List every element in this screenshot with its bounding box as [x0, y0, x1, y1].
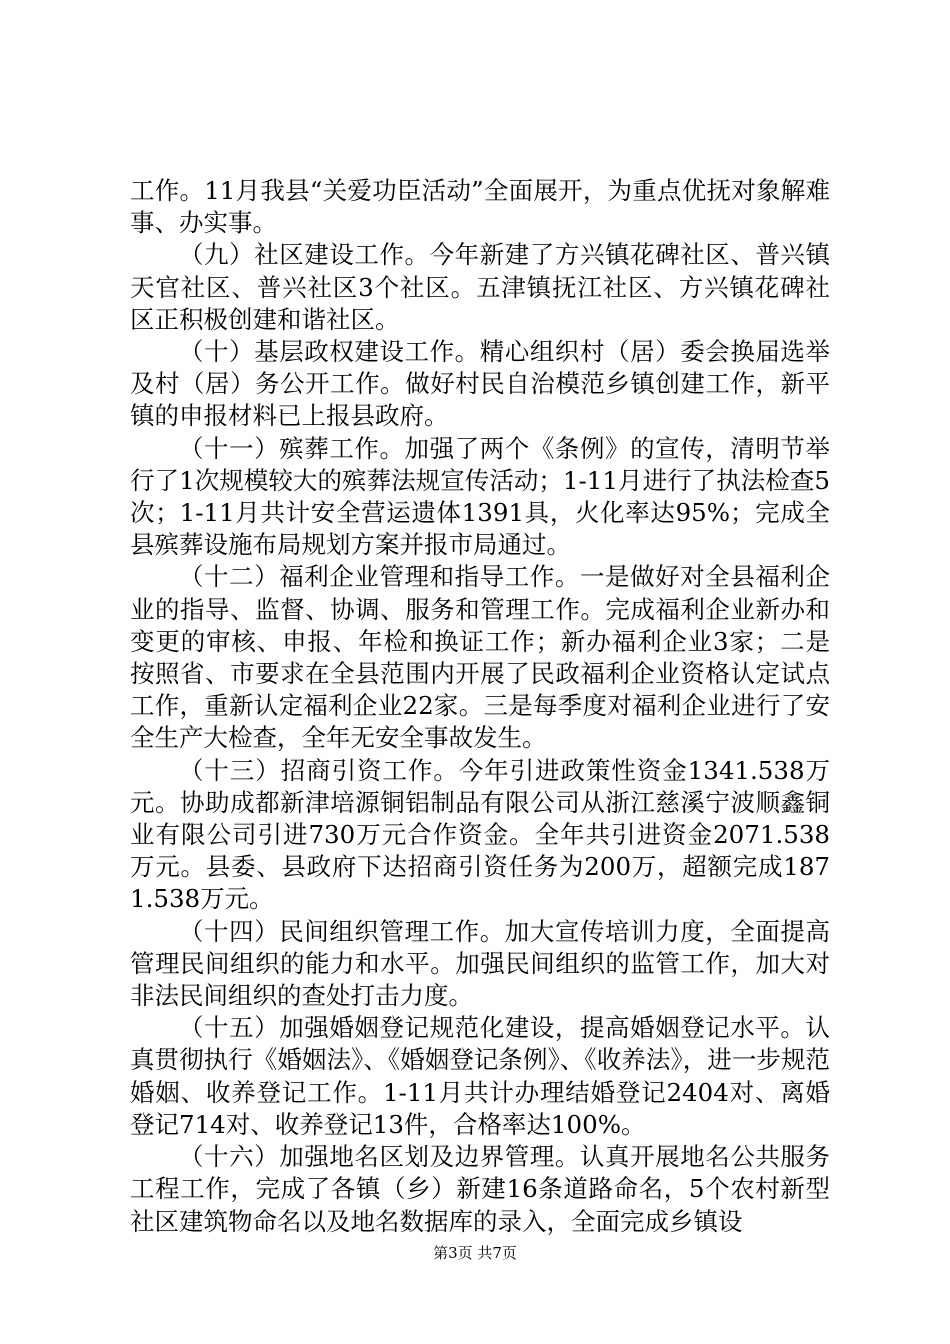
page-footer: 第3页 共7页	[433, 1244, 517, 1262]
paragraph-grassroots-government: （十）基层政权建设工作。精心组织村（居）委会换届选举及村（居）务公开工作。做好村民自治模范乡镇创建工作，新平镇的申报材料已上报县政府。	[130, 337, 830, 431]
paragraph-funeral-work: （十一）殡葬工作。加强了两个《条例》的宣传，清明节举行了1次规模较大的殡葬法规宣传活动；1-11月进行了执法检查5次；1-11月共计安全营运遗体1391具，火化率达95%；完成全县殡葬设施布局规划方案并报市局通过。	[130, 433, 830, 560]
paragraph-place-names: （十六）加强地名区划及边界管理。认真开展地名公共服务工程工作，完成了各镇（乡）新建16条道路命名，5个农村新型社区建筑物命名以及地名数据库的录入，全面完成乡镇设	[130, 1142, 830, 1236]
paragraph-civil-organization: （十四）民间组织管理工作。加大宣传培训力度，全面提高管理民间组织的能力和水平。加强民间组织的监管工作，加大对非法民间组织的查处打击力度。	[130, 916, 830, 1011]
paragraph-marriage-registration: （十五）加强婚姻登记规范化建设，提高婚姻登记水平。认真贯彻执行《婚姻法》、《婚姻登记条例》、《收养法》，进一步规范婚姻、收养登记工作。1-11月共计办理结婚登记2404对、离婚登记714对、收养登记13件，合格率达100%。	[130, 1013, 830, 1139]
paragraph-investment: （十三）招商引资工作。今年引进政策性资金1341.538万元。协助成都新津培源铜铝制品有限公司从浙江慈溪宁波顺鑫铜业有限公司引进730万元合作资金。全年共引进资金2071.538万元。县委、县政府下达招商引资任务为200万，超额完成1871.538万元。	[130, 755, 830, 914]
paragraph-welfare-enterprise: （十二）福利企业管理和指导工作。一是做好对全县福利企业的指导、监督、协调、服务和管理工作。完成福利企业新办和变更的审核、申报、年检和换证工作；新办福利企业3家；二是按照省、市要求在全县范围内开展了民政福利企业资格认定试点工作，重新认定福利企业22家。三是每季度对福利企业进行了安全生产大检查，全年无安全事故发生。	[130, 562, 830, 753]
paragraph-continuation: 工作。11月我县“关爱功臣活动”全面展开，为重点优抚对象解难事、办实事。	[130, 176, 830, 238]
document-body	[130, 175, 830, 1238]
paragraph-community-building: （九）社区建设工作。今年新建了方兴镇花碑社区、普兴镇天官社区、普兴社区3个社区。五津镇抚江社区、方兴镇花碑社区正积极创建和谐社区。	[130, 240, 830, 334]
